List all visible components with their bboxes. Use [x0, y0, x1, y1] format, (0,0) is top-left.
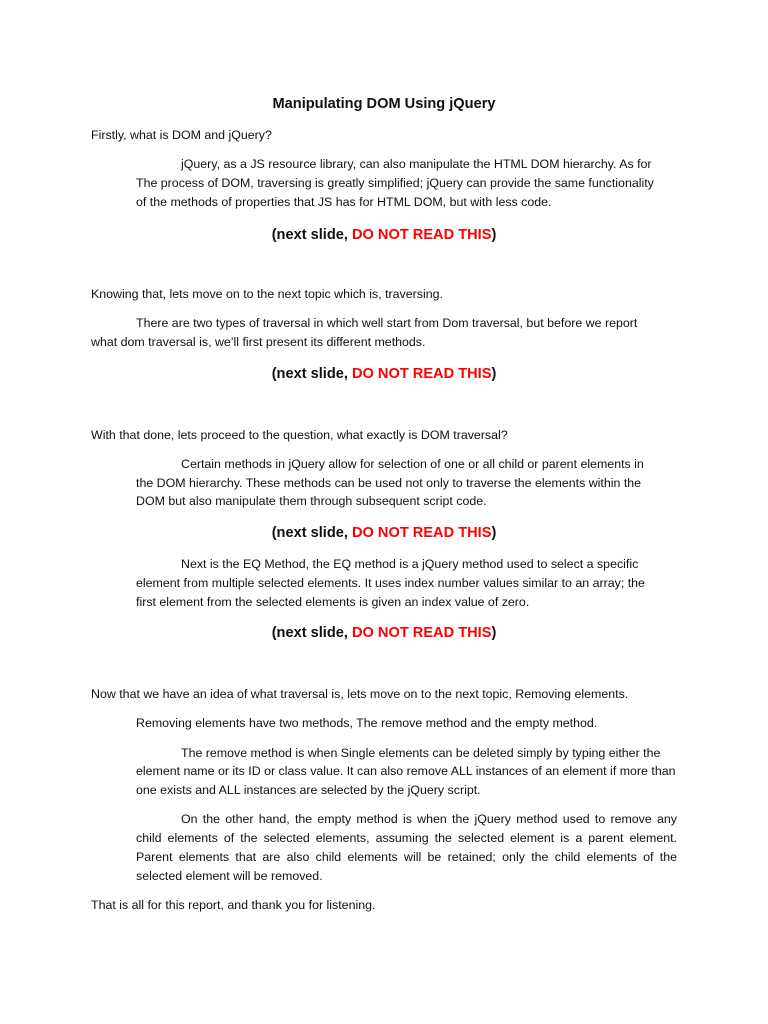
slide-note-suffix: ) [491, 366, 497, 382]
paragraph-line: selected element will be removed. [136, 869, 323, 883]
slide-note-prefix: (next slide, [271, 525, 352, 541]
slide-note-suffix: ) [491, 227, 497, 243]
paragraph-line: the DOM hierarchy. These methods can be used not only to traverse the elements within the [136, 476, 642, 490]
paragraph-line: jQuery, as a JS resource library, can also manipulate the HTML DOM hierarchy. As for [181, 157, 652, 171]
paragraph-line: That is all for this report, and thank you for listening. [91, 898, 376, 912]
paragraph-line: The process of DOM, traversing is greatly simplified; jQuery can provide the same functionality [136, 176, 654, 190]
slide-note-prefix: (next slide, [271, 227, 352, 243]
paragraph-line: On the other hand, the empty method is when the jQuery method used to remove any [181, 812, 677, 826]
paragraph-line: Knowing that, lets move on to the next topic which is, traversing. [91, 287, 443, 301]
paragraph-line: With that done, lets proceed to the question, what exactly is DOM traversal? [91, 428, 508, 442]
paragraph-line: element name or its ID or class value. It can also remove ALL instances of an element if more than [136, 764, 676, 778]
document-title: Manipulating DOM Using jQuery [272, 96, 496, 112]
paragraph-line: Removing elements have two methods, The remove method and the empty method. [136, 716, 598, 730]
slide-note-suffix: ) [491, 525, 497, 541]
slide-note [0, 225, 768, 245]
paragraph-line: Now that we have an idea of what traversal is, lets move on to the next topic, Removing elements. [91, 687, 629, 701]
paragraph-line: child elements of the selected elements, assuming the selected element is a parent element. [136, 831, 677, 845]
slide-note-prefix: (next slide, [271, 366, 352, 382]
paragraph-line: The remove method is when Single elements can be deleted simply by typing either the [181, 746, 661, 760]
slide-note [0, 523, 768, 543]
slide-note-prefix: (next slide, [271, 625, 352, 641]
paragraph-line: one exists and ALL instances are selected by the jQuery script. [136, 783, 481, 797]
slide-note-warning: DO NOT READ THIS [351, 227, 492, 243]
slide-note [0, 364, 768, 384]
paragraph-line: Parent elements that are also child elements will be retained; only the child elements of the [136, 850, 677, 864]
paragraph-line: Next is the EQ Method, the EQ method is a jQuery method used to select a specific [181, 557, 639, 571]
paragraph-line: Certain methods in jQuery allow for selection of one or all child or parent elements in [181, 457, 644, 471]
slide-note-warning: DO NOT READ THIS [351, 525, 492, 541]
slide-note-suffix: ) [491, 625, 497, 641]
paragraph-line: There are two types of traversal in which well start from Dom traversal, but before we report [136, 316, 638, 330]
paragraph-line: of the methods of properties that JS has for HTML DOM, but with less code. [136, 195, 552, 209]
paragraph-line: Firstly, what is DOM and jQuery? [91, 128, 272, 142]
paragraph-line: element from multiple selected elements. It uses index number values similar to an array; the [136, 576, 645, 590]
paragraph-line: first element from the selected elements is given an index value of zero. [136, 595, 530, 609]
slide-note-warning: DO NOT READ THIS [351, 366, 492, 382]
paragraph-line: what dom traversal is, we’ll first present its different methods. [91, 335, 426, 349]
slide-note [0, 623, 768, 643]
paragraph-line: DOM but also manipulate them through subsequent script code. [136, 494, 487, 508]
slide-note-warning: DO NOT READ THIS [351, 625, 492, 641]
